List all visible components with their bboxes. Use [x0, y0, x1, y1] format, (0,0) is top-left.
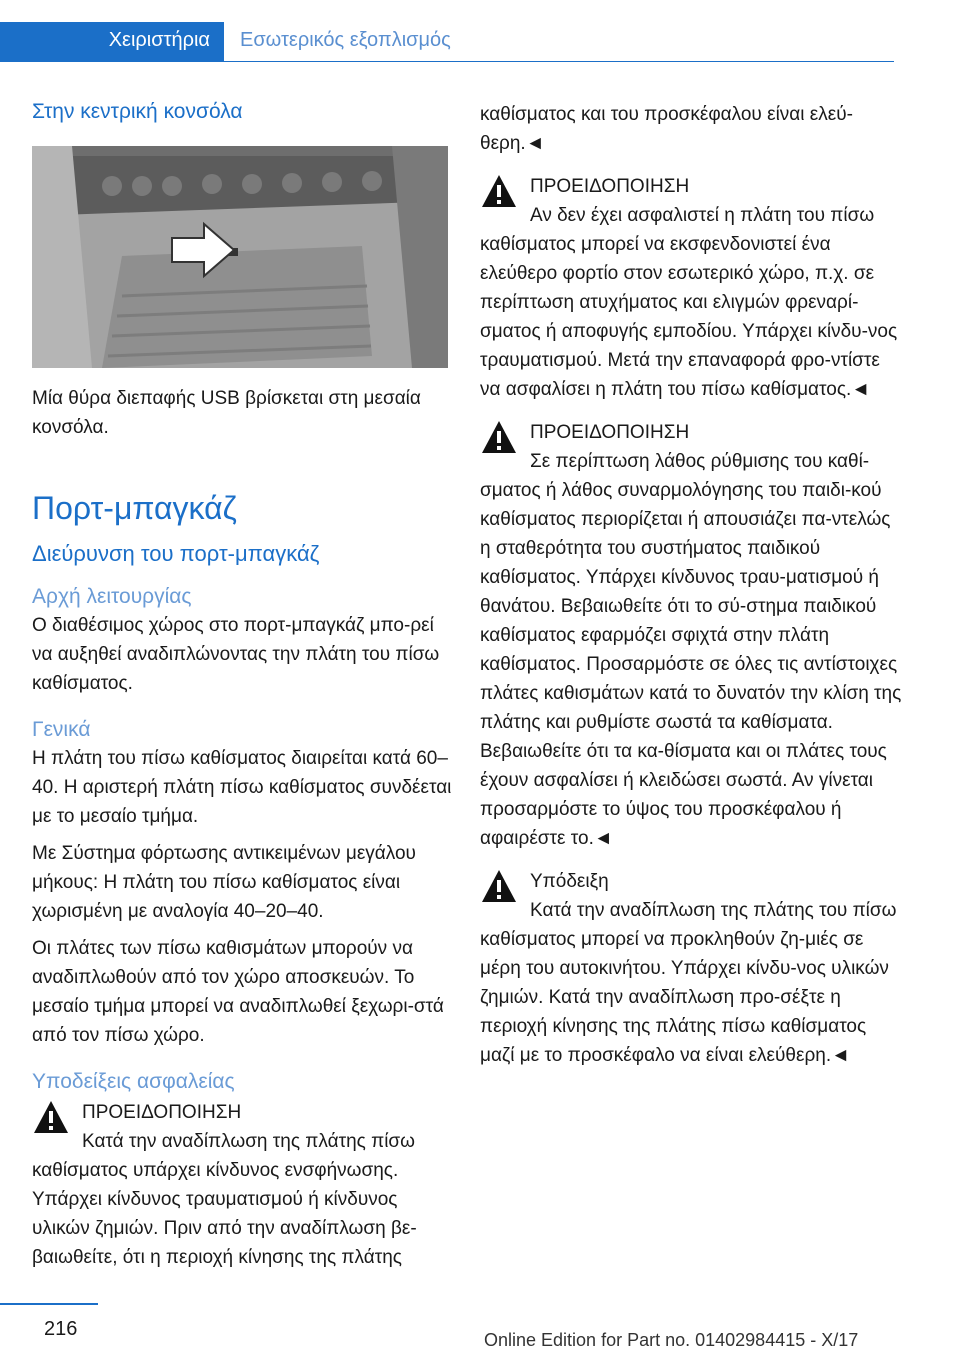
tab-controls[interactable] [0, 22, 224, 62]
section-title: Στην κεντρική κονσόλα [32, 100, 243, 123]
general-heading: Γενικά [32, 718, 91, 741]
continuation-text: καθίσματος και του προσκέφαλου είναι ελεύ-θερη.◄ [480, 104, 853, 154]
warning-block-1 [32, 1098, 456, 1272]
warning-triangle-icon [480, 867, 518, 905]
general-paragraph-1: Η πλάτη του πίσω καθίσματος διαιρείται κατά 60–40. Η αριστερή πλάτη πίσω καθίσματος συνδέεται με το μεσαίο τμήμα. [32, 748, 452, 827]
note-text: Κατά την αναδίπλωση της πλάτης του πίσω καθίσματος μπορεί να προκληθούν ζη-μιές σε μέρη του αυτοκινήτου. Υπάρχει κίνδυ-νος υλικών ζημιών. Κατά την αναδίπλωση προ-σέξτε η περιοχή κίνησης της πλάτης πίσω καθίσματος μαζί με το προσκέφαλο να είναι ελεύθερη.◄ [480, 900, 897, 1066]
console-illustration [32, 146, 448, 368]
warning-3-title: ΠΡΟΕΙΔΟΠΟΙΗΣΗ [530, 422, 690, 443]
photo-caption: Μία θύρα διεπαφής USB βρίσκεται στη μεσαία κονσόλα. [32, 388, 421, 438]
edition-label: Online Edition for Part no. 01402984415 - X/17 [484, 1330, 859, 1350]
safety-heading: Υποδείξεις ασφαλείας [32, 1070, 235, 1093]
general-paragraph-2: Με Σύστημα φόρτωσης αντικειμένων μεγάλου μήκους: Η πλάτη του πίσω καθίσματος είναι χωρισμένη με αναλογία 40–20–40. [32, 843, 416, 922]
main-title: Πορτ-μπαγκάζ [32, 490, 237, 526]
general-paragraph-3: Οι πλάτες των πίσω καθισμάτων μπορούν να αναδιπλωθούν από τον χώρο αποσκευών. Το μεσαίο τμήμα μπορεί να αναδιπλωθεί ξεχωρι-στά από τον πίσω χώρο. [32, 938, 444, 1046]
left-column [32, 100, 456, 1272]
warning-block-2 [480, 172, 904, 404]
footer-rule [0, 1303, 98, 1305]
header-tabs [0, 0, 894, 62]
tab-interior-equipment-label: Εσωτερικός εξοπλισμός [240, 29, 451, 51]
warning-block-3 [480, 418, 904, 853]
warning-3-text: Σε περίπτωση λάθος ρύθμισης του καθί-σματος ή λάθος συναρμολόγησης του παιδι-κού καθίσματος περιορίζεται ή απουσιάζει πα-ντελώς η σταθερότητα του συστήματος παιδικού καθίσματος. Υπάρχει κίνδυνος τραυ-ματισμού ή θανάτου. Βεβαιωθείτε ότι το σύ-στημα παιδικού καθίσματος εφαρμόζει σφιχτά στην πλάτη καθίσματος. Προσαρμόστε σε όλες τις αντίστοιχες πλάτες καθισμάτων κατά το δυνατόν την κλίση της πλάτης και ρυθμίστε σωστά τα καθίσματα. Βεβαιωθείτε ότι τα κα-θίσματα και οι πλάτες τους έχουν ασφαλίσει ή κλειδώσει σωστά. Αν γίνεται προσαρμόστε το ύψος του προσκέφαλου ή αφαιρέστε το.◄ [480, 451, 902, 849]
warning-1-title: ΠΡΟΕΙΔΟΠΟΙΗΣΗ [82, 1102, 242, 1123]
warning-2-title: ΠΡΟΕΙΔΟΠΟΙΗΣΗ [530, 176, 690, 197]
warning-triangle-icon [480, 172, 518, 210]
tab-interior-equipment[interactable] [224, 22, 894, 62]
tab-controls-label: Χειριστήρια [108, 29, 210, 51]
page-number: 216 [44, 1318, 78, 1340]
right-column [480, 100, 904, 1070]
note-title: Υπόδειξη [530, 871, 609, 892]
note-block [480, 867, 904, 1070]
usb-console-photo [32, 146, 448, 368]
warning-2-text: Αν δεν έχει ασφαλιστεί η πλάτη του πίσω καθίσματος μπορεί να εκσφενδονιστεί ένα ελεύθερο φορτίο στον εσωτερικό χώρο, π.χ. σε περίπτωση ατυχήματος και ελιγμών φρεναρί-σματος ή αποφυγής εμποδίου. Υπάρχει κίνδυ-νος τραυματισμού. Μετά την επαναφορά φρο-ντίστε να ασφαλίσει η πλάτη του πίσω καθίσματος.◄ [480, 205, 898, 400]
principle-heading: Αρχή λειτουργίας [32, 585, 192, 608]
warning-triangle-icon [480, 418, 518, 456]
sub-title: Διεύρυνση του πορτ-μπαγκάζ [32, 541, 320, 566]
warning-triangle-icon [32, 1098, 70, 1136]
warning-1-text: Κατά την αναδίπλωση της πλάτης πίσω καθίσματος υπάρχει κίνδυνος ενσφήνωσης. Υπάρχει κίνδυνος τραυματισμού ή κίνδυνος υλικών ζημιών. Πριν από την αναδίπλωση βε-βαιωθείτε, ότι η περιοχή κίνησης της πλάτης [32, 1131, 417, 1268]
principle-text: Ο διαθέσιμος χώρος στο πορτ-μπαγκάζ μπο-ρεί να αυξηθεί αναδιπλώνοντας την πλάτη του πίσω καθίσματος. [32, 615, 440, 694]
